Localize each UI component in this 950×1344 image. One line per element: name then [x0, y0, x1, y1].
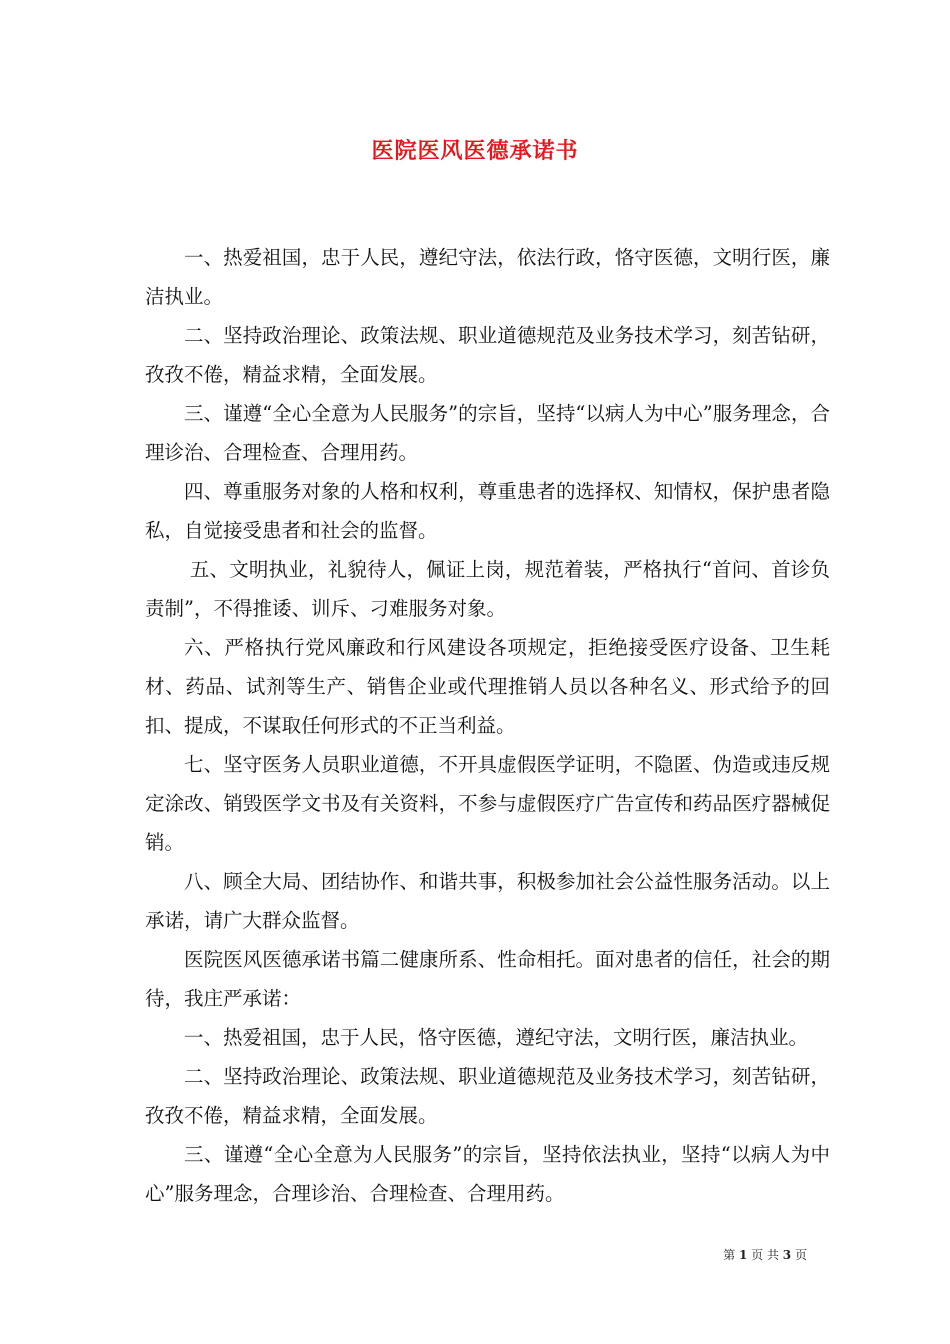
paragraph-1: 一、热爱祖国，忠于人民，遵纪守法，依法行政，恪守医德，文明行医，廉洁执业。: [145, 246, 830, 308]
page-number-footer: [723, 1246, 807, 1263]
paragraph-2: 二、坚持政治理论、政策法规、职业道德规范及业务技术学习，刻苦钻研，孜孜不倦，精益求精，全面发展。: [145, 324, 830, 386]
paragraph-4: 四、尊重服务对象的人格和权利，尊重患者的选择权、知情权，保护患者隐私，自觉接受患者和社会的监督。: [145, 480, 830, 542]
paragraph-12: 三、谨遵“全心全意为人民服务”的宗旨，坚持依法执业，坚持“以病人为中心”服务理念，合理诊治、合理检查、合理用药。: [145, 1143, 830, 1205]
paragraph-11: 二、坚持政治理论、政策法规、职业道德规范及业务技术学习，刻苦钻研，孜孜不倦，精益求精，全面发展。: [145, 1065, 830, 1127]
paragraph-8: 八、顾全大局、团结协作、和谐共事，积极参加社会公益性服务活动。以上承诺，请广大群众监督。: [145, 870, 830, 932]
paragraph-7: 七、坚守医务人员职业道德，不开具虚假医学证明，不隐匿、伪造或违反规定涂改、销毁医学文书及有关资料，不参与虚假医疗广告宣传和药品医疗器械促销。: [145, 753, 830, 854]
paragraph-10: 一、热爱祖国，忠于人民，恪守医德，遵纪守法，文明行医，廉洁执业。: [184, 1026, 809, 1049]
document-title: 医院医风医德承诺书: [371, 138, 579, 164]
paragraph-3: 三、谨遵“全心全意为人民服务”的宗旨，坚持“以病人为中心”服务理念，合理诊治、合理检查、合理用药。: [145, 402, 830, 464]
paragraph-9: 医院医风医德承诺书篇二健康所系、性命相托。面对患者的信任，社会的期待，我庄严承诺：: [145, 948, 830, 1010]
footer-middle: 页 共: [751, 1248, 779, 1262]
footer-total-pages: 3: [782, 1248, 792, 1262]
footer-suffix: 页: [794, 1248, 807, 1262]
footer-prefix: 第: [723, 1248, 736, 1262]
paragraph-6: 六、严格执行党风廉政和行风建设各项规定，拒绝接受医疗设备、卫生耗材、药品、试剂等生产、销售企业或代理推销人员以各种名义、形式给予的回扣、提成，不谋取任何形式的不正当利益。: [145, 636, 830, 737]
paragraph-5: 五、文明执业，礼貌待人，佩证上岗，规范着装，严格执行“首问、首诊负责制”，不得推诿、训斥、刁难服务对象。: [145, 558, 830, 620]
document-body: [145, 238, 830, 1213]
footer-current-page: 1: [738, 1248, 748, 1262]
